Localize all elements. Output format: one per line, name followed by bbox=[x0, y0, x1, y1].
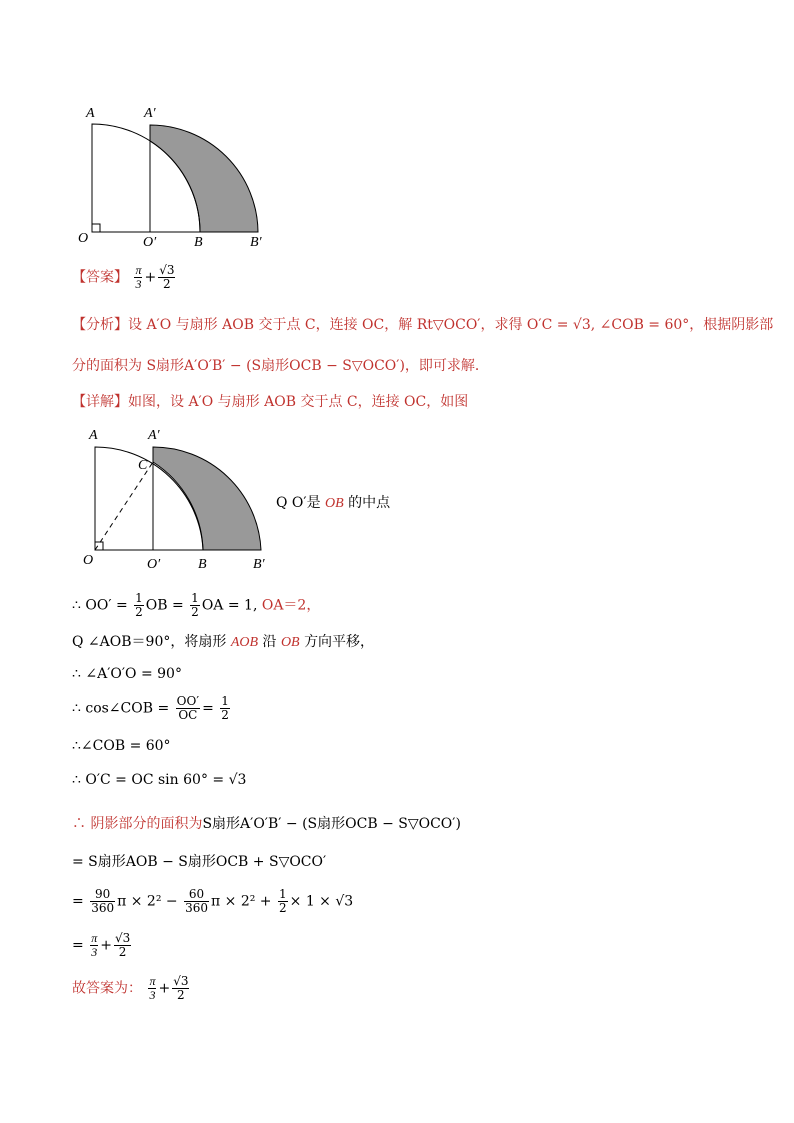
frac-sqrt3-2: $\frac{√3}{2}$ bbox=[114, 931, 131, 959]
step-1: ∴ OO′ = $\frac{1}{2}$ OB = $\frac{1}{2}$ OA = 1, OA＝2， bbox=[72, 591, 321, 619]
half-frac-2: $\frac{1}{2}$ bbox=[191, 591, 199, 619]
step-5: ∴∠COB = 60° bbox=[72, 738, 171, 754]
shaded-region-2 bbox=[153, 447, 261, 550]
frac-60-360: $\frac{60}{360}$ bbox=[185, 887, 208, 915]
answer-frac-1: $\frac{\pi}{3}$ bbox=[135, 263, 142, 291]
answer-tag: 【答案】 bbox=[72, 269, 128, 286]
label2-c: C bbox=[138, 458, 148, 473]
detail-intro: 如图，设 A′O 与扇形 AOB 交于点 C，连接 OC，如图 bbox=[128, 394, 469, 410]
segment-oc-dashed bbox=[95, 462, 153, 550]
final-answer: 故答案为： $\frac{\pi}{3}$ + $\frac{√3}{2}$ bbox=[72, 974, 189, 1002]
final-frac-sqrt3-2: $\frac{√3}{2}$ bbox=[173, 974, 189, 1002]
analysis-line-2: 分的面积为 S扇形A′O′B′ − (S扇形OCB − S▽OCO′)，即可求解． bbox=[72, 358, 489, 374]
analysis-tag: 【分析】 bbox=[72, 317, 128, 333]
answer-line bbox=[72, 264, 177, 291]
final-frac-pi-3: $\frac{\pi}{3}$ bbox=[149, 974, 156, 1002]
answer-frac-2: $\frac{√3}{2}$ bbox=[159, 263, 175, 291]
cos-result-frac: $\frac{1}{2}$ bbox=[221, 694, 229, 722]
step-9: = $\frac{90}{360}$ π × 2² − $\frac{60}{360}$ π × 2² + $\frac{1}{2}$ × 1 × √3 bbox=[72, 887, 354, 915]
frac-90-360: $\frac{90}{360}$ bbox=[91, 887, 115, 915]
frac-pi-3: $\frac{\pi}{3}$ bbox=[91, 931, 98, 959]
figure-2 bbox=[74, 425, 294, 565]
label-b-prime: B′ bbox=[250, 235, 262, 250]
detail-tag: 【详解】 bbox=[72, 394, 128, 410]
cos-frac: $\frac{OO'}{OC}$ bbox=[176, 694, 200, 722]
step-4: ∴ cos∠COB = $\frac{OO'}{OC}$ = $\frac{1}{2}$ bbox=[72, 694, 229, 722]
step-7: ∴ 阴影部分的面积为S扇形A′O′B′ − (S扇形OCB − S▽OCO′) bbox=[72, 816, 461, 832]
detail-line bbox=[72, 393, 468, 411]
label2-b: B bbox=[198, 557, 207, 572]
analysis-line-1 bbox=[72, 316, 773, 334]
shaded-region bbox=[150, 125, 258, 232]
step-6: ∴ O′C = OC sin 60° = √3 bbox=[72, 772, 247, 788]
label-o: O bbox=[78, 231, 89, 246]
frac-1-2: $\frac{1}{2}$ bbox=[279, 887, 287, 915]
label-a-prime: A′ bbox=[144, 106, 156, 121]
label2-b-prime: B′ bbox=[253, 557, 265, 572]
label2-a: A bbox=[89, 428, 98, 443]
label-a: A bbox=[86, 106, 95, 121]
analysis-text-1: 设 A′O 与扇形 AOB 交于点 C，连接 OC，解 Rt▽OCO′，求得 O′C = √3, ∠COB = 60°，根据阴影部 bbox=[128, 317, 774, 333]
step-2: Q ∠AOB＝90°，将扇形 AOB 沿 OB 方向平移， bbox=[72, 634, 375, 650]
label2-o-prime: O′ bbox=[147, 557, 161, 572]
step-3: ∴ ∠A′O′O = 90° bbox=[72, 666, 182, 682]
label-o-prime: O′ bbox=[143, 235, 157, 250]
label-b: B bbox=[194, 235, 203, 250]
half-frac-1: $\frac{1}{2}$ bbox=[135, 591, 143, 619]
answer-plus: + bbox=[144, 269, 157, 286]
label2-o: O bbox=[83, 553, 94, 568]
right-angle-mark bbox=[92, 224, 100, 232]
step-8: = S扇形AOB − S扇形OCB + S▽OCO′ bbox=[72, 854, 327, 870]
label2-a-prime: A′ bbox=[148, 428, 160, 443]
step-10: = $\frac{\pi}{3}$ + $\frac{√3}{2}$ bbox=[72, 931, 131, 959]
midpoint-note: Q O′是 OB 的中点 bbox=[276, 495, 391, 511]
